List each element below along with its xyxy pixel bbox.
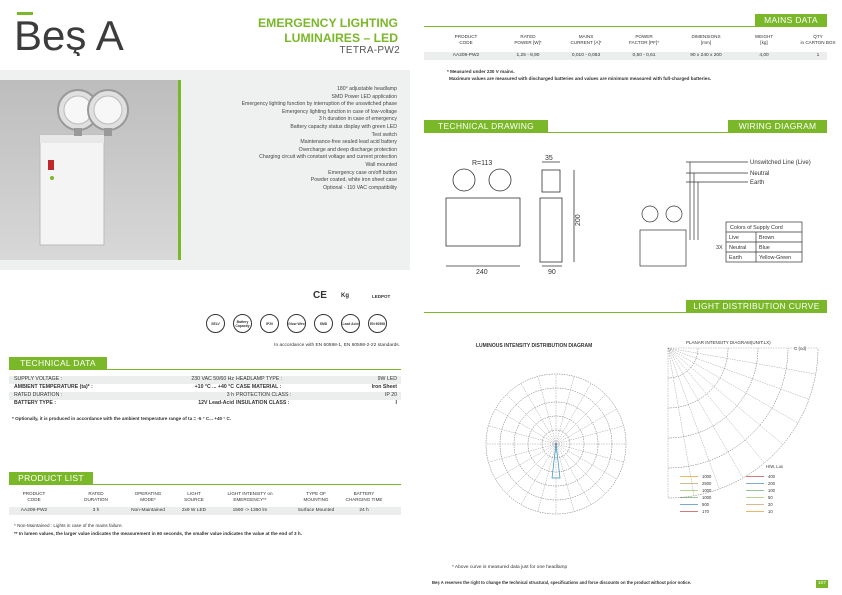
tech-right-value: 9W LED xyxy=(377,376,397,382)
product-list-header-cell: LIGHT INTENSITY on EMERGENCY** xyxy=(227,491,273,502)
mains-cell: 0,010 - 0,063 xyxy=(571,53,601,58)
wiring-diagram xyxy=(630,150,830,270)
legend-value: 500 xyxy=(702,502,709,507)
title-line-1: EMERGENCY LIGHTING xyxy=(258,16,398,30)
feature-item: Charging circuit with constant voltage and current protection xyxy=(259,154,397,161)
ledpot-mark: LEDPOT xyxy=(372,294,391,299)
compliance-text: In accordance with EN 60598-1, EN 60598-2-22 standards. xyxy=(274,343,400,348)
legend-value: 50 xyxy=(768,495,773,500)
cord-table-title: Colors of Supply Cord xyxy=(730,225,783,231)
width-label: 240 xyxy=(476,269,488,276)
legend-value: 400 xyxy=(768,474,775,479)
product-list-header-cell: BATTERY CHARGING TIME xyxy=(345,491,383,502)
polar-spoke xyxy=(495,444,556,479)
cord-multiplier: 3X xyxy=(716,245,723,251)
legend-value: 170 xyxy=(702,509,709,514)
feature-item: Emergency lighting function in case of low-voltage xyxy=(281,108,397,115)
product-list-header-cell: TYPE OF MOUNTING xyxy=(303,491,329,502)
cert-badge: Battery Capacity xyxy=(233,314,252,333)
tech-right-label: CASE MATERIAL : xyxy=(236,384,282,390)
header-title xyxy=(220,16,398,46)
mains-header-cell: MAINS CURRENT [A]* xyxy=(570,34,602,45)
cord-yellow-green: Yellow-Green xyxy=(759,255,792,261)
technical-drawing-heading: TECHNICAL DRAWING xyxy=(424,120,548,132)
product-list-cell: 3 h xyxy=(92,508,100,513)
polar-spoke xyxy=(556,426,624,444)
polar-spoke xyxy=(538,376,556,444)
legend-value: 10 xyxy=(768,509,773,514)
feature-item: Test switch xyxy=(371,131,397,138)
planar-spoke xyxy=(668,348,783,444)
title-line-2: LUMINAIRES – LED xyxy=(284,31,398,45)
polar-spoke xyxy=(556,444,591,505)
legend-value: 2500 xyxy=(702,481,712,486)
tech-left-value: +10 °C ... +40 °C xyxy=(194,384,234,390)
wiring-rule xyxy=(604,132,827,133)
tech-right-label: INSULATION CLASS : xyxy=(236,400,290,406)
cert-badge: SELV xyxy=(206,314,225,333)
mains-header-cell: DIMENSIONS [mm] xyxy=(691,34,721,45)
feature-item: Powder coated, white iron sheet case xyxy=(310,177,397,184)
planar-spoke xyxy=(668,348,764,463)
product-list-rule xyxy=(9,484,401,485)
tech-right-value: Iron Sheet xyxy=(371,384,397,390)
top-label: 35 xyxy=(545,155,553,162)
feature-item: 180° adjustable headlamp xyxy=(336,86,397,92)
polar-spoke xyxy=(521,444,556,505)
tech-left-value: 230 VAC 50/60 Hz xyxy=(191,376,234,382)
product-list-note2: ** In lumen values, the larger value indicates the measurement in 60 seconds, the smaller value indicates the value at the end of 3 h. xyxy=(14,531,302,536)
legend-value: 200 xyxy=(768,481,775,486)
product-list-header-cell: PRODUCT CODE xyxy=(22,491,46,502)
polar-spoke xyxy=(556,383,591,444)
light-distribution-rule xyxy=(424,312,827,313)
mains-header-cell: PRODUCT CODE xyxy=(454,34,478,45)
polar-spoke xyxy=(507,444,556,493)
polar-spoke xyxy=(495,409,556,444)
product-list-note1: * Non-Maintained : Lights in case of the mains failure. xyxy=(14,523,123,528)
mains-cell: 4,00 xyxy=(759,53,769,58)
polar-spoke xyxy=(556,444,617,479)
model-name: TETRA-PW2 xyxy=(339,45,400,56)
product-list-header-cell: OPERATING MODE* xyxy=(134,491,162,502)
legend-value: 100 xyxy=(768,488,775,493)
mains-cell: 0,50 - 0,61 xyxy=(632,53,656,58)
footer-disclaimer: Beş A reserves the right to change the technical structural, specifications and force discounts on the product without prior notice. xyxy=(432,580,692,585)
tech-right-label: HEADLAMP TYPE : xyxy=(236,376,283,382)
kg-mark: Kg xyxy=(341,293,349,299)
cert-badge: EN 60598 xyxy=(368,314,387,333)
polar-spoke xyxy=(507,395,556,444)
polar-spoke xyxy=(556,444,624,462)
legend-value: 1000 xyxy=(702,474,712,479)
mains-header-cell: WEIGHT [kg] xyxy=(754,34,774,45)
radius-label: R=113 xyxy=(472,160,493,167)
cord-live: Live xyxy=(729,235,739,241)
mains-note2: Maximum values are measured with discharged batteries and values are minimum measured with full-charged batteries. xyxy=(449,76,712,81)
polar-spoke xyxy=(556,395,605,444)
mains-header-cell: QTY in CARTON BOX xyxy=(800,34,836,45)
product-list-cell: 1590 -> 1360 lm xyxy=(232,508,268,513)
planar-ring xyxy=(668,348,818,498)
technical-data-note: * Optionally, it is produced in accordance with the ambient temperature range of ta = -5 ° C... +40 ° C. xyxy=(12,416,232,421)
technical-data-heading: TECHNICAL DATA xyxy=(9,357,107,369)
tech-left-value: 12V Lead-Acid xyxy=(198,400,234,406)
photo-image xyxy=(0,80,178,260)
feature-item: Maintenance-free sealed lead acid battery xyxy=(300,139,397,146)
product-list-cell: AA209-PW2 xyxy=(20,508,48,513)
cert-badge: IP20 xyxy=(260,314,279,333)
feature-item: Emergency lighting function by interruption of the unswitched phase xyxy=(241,101,397,108)
cert-badge: Glow Wire xyxy=(287,314,306,333)
feature-item: 3 h duration in case of emergency xyxy=(318,116,397,123)
planar-ring xyxy=(668,348,728,408)
legend-value: 1000 xyxy=(702,488,712,493)
tech-right-value: I xyxy=(395,400,397,406)
light-distribution-heading: LIGHT DISTRIBUTION CURVE xyxy=(686,300,827,312)
polar-spoke xyxy=(556,444,605,493)
logo-text: Beş A xyxy=(14,12,124,56)
cert-badge: Lead Acid xyxy=(341,314,360,333)
planar-unit: C (cd) xyxy=(794,346,807,351)
polar-spoke xyxy=(521,383,556,444)
feature-list xyxy=(182,86,397,192)
feature-item: SMD Power LED application xyxy=(331,93,397,100)
legend-value: 1000 xyxy=(702,495,712,500)
cert-badge: SMD xyxy=(314,314,333,333)
wire-earth-label: Earth xyxy=(750,180,765,186)
mains-note1: * Measured under 230 V mains. xyxy=(447,69,515,74)
feature-item: Emergency case on/off button xyxy=(328,169,397,176)
cord-blue: Blue xyxy=(759,245,770,251)
tech-left-value: 3 h xyxy=(226,392,234,398)
mains-cell: AA209-PW2 xyxy=(452,53,480,58)
mains-cell: 90 x 240 x 200 xyxy=(690,53,722,58)
wiring-heading: WIRING DIAGRAM xyxy=(728,120,827,132)
product-list-cell: Surface Mounted xyxy=(297,508,335,513)
mains-cell: 1 xyxy=(816,53,820,58)
mains-header-cell: POWER FACTOR [PF]* xyxy=(628,34,660,45)
legend-value: 20 xyxy=(768,502,773,507)
light-distribution-note: * Above curve is measured data just for one headlamp xyxy=(452,565,568,570)
wire-live-label: Unswitched Line (Live) xyxy=(750,160,811,166)
page-number: 107 xyxy=(817,581,826,586)
mains-data-heading: MAINS DATA xyxy=(755,14,827,26)
product-list-cell: 2x9 W LED xyxy=(181,508,207,513)
product-list-cell: Non-Maintained xyxy=(131,508,165,513)
feature-item: Optional - 110 VAC compatibility xyxy=(323,184,397,191)
luminous-diagram-title: LUMINOUS INTENSITY DISTRIBUTION DIAGRAM xyxy=(476,343,593,349)
brand-logo xyxy=(14,10,124,56)
product-list-cell: 24 h xyxy=(359,508,369,513)
height-label: 200 xyxy=(575,214,582,226)
ce-mark: CE xyxy=(313,290,327,301)
feature-item: Overcharge and deep discharge protection xyxy=(298,146,397,153)
polar-spoke xyxy=(556,376,574,444)
product-list-header-cell: LIGHT SOURCE xyxy=(184,491,204,502)
feature-item: Wall mounted xyxy=(365,161,397,168)
technical-drawing xyxy=(424,140,604,280)
mains-header-cell: RATED POWER [W]* xyxy=(514,34,542,45)
cord-neutral: Neutral xyxy=(729,245,747,251)
mains-data-rule xyxy=(424,26,827,27)
depth-label: 90 xyxy=(548,269,556,276)
technical-drawing-rule xyxy=(424,132,604,133)
tech-right-value: IP 20 xyxy=(384,392,397,398)
planar-diagram-title: PLANAR INTENSITY DIAGRAM(UNIT:LX) xyxy=(686,340,771,345)
polar-spoke xyxy=(488,426,556,444)
technical-data-rule xyxy=(9,369,401,370)
light-distribution-diagram xyxy=(476,336,831,526)
legend-header: H/W, Lux xyxy=(766,464,783,469)
mains-cell: 1,25 - 8,90 xyxy=(516,53,540,58)
polar-spoke xyxy=(488,444,556,462)
feature-item: Battery capacity status display with green LED xyxy=(290,123,397,130)
photo-accent-bar xyxy=(178,80,181,260)
wire-neutral-label: Neutral xyxy=(750,171,770,177)
tech-right-label: PROTECTION CLASS : xyxy=(236,392,292,398)
tech-left-label: SUPPLY VOLTAGE : xyxy=(14,376,63,382)
tech-left-label: BATTERY TYPE : xyxy=(14,400,56,406)
tech-left-label: RATED DURATION : xyxy=(14,392,63,398)
cord-earth: Earth xyxy=(729,255,742,261)
cord-brown: Brown xyxy=(759,235,775,241)
product-list-header-cell: RATED DURATION xyxy=(84,491,108,502)
product-list-heading: PRODUCT LIST xyxy=(9,472,93,484)
polar-spoke xyxy=(556,409,617,444)
tech-left-label: AMBIENT TEMPERATURE (ta)* : xyxy=(14,384,93,390)
